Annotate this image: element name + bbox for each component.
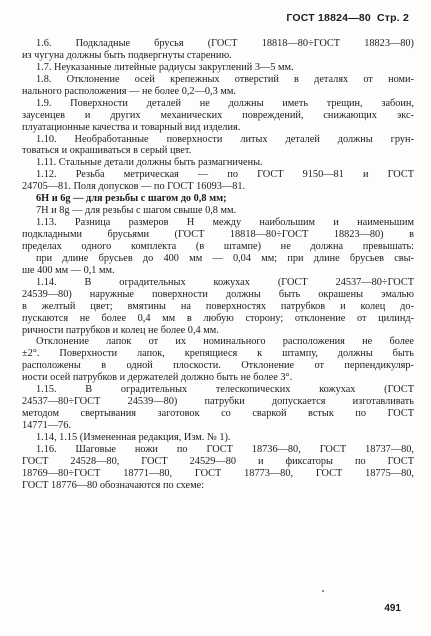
text-line: заусенцев и других механических повреждений, снижающих экс- <box>22 109 414 121</box>
text-line: ричности патрубков и колец не более 0,4 мм. <box>22 324 219 336</box>
text-line: 24705—81. Поля допусков — по ГОСТ 16093—81. <box>22 181 246 193</box>
text-line: 1.16. Шаговые ножи по ГОСТ 18736—80, ГОСТ 18737—80, <box>36 443 414 455</box>
text-line: 1.6. Подкладные брусья (ГОСТ 18818—80÷ГОСТ 18823—80) <box>36 38 414 49</box>
page-label: Стр. 2 <box>376 12 409 24</box>
text-line: 1.11. Стальные детали должны быть размагничены. <box>36 157 263 169</box>
text-line: из чугуна должны быть подвергнуты старению. <box>22 49 232 61</box>
text-line: ГОСТ 24528—80, ГОСТ 24529—80 и фиксаторы по ГОСТ <box>22 455 414 467</box>
standard-number: ГОСТ 18824—80 <box>286 12 371 24</box>
text-line: 1.13. Разница размеров H между наибольшим и наименьшим <box>36 217 414 229</box>
text-line: 1.14, 1.15 (Измененная редакция, Изм. № 1). <box>36 431 231 443</box>
text-line: 1.8. Отклонение осей крепежных отверстий в деталях от номи- <box>36 73 414 85</box>
text-line: 1.10. Необработанные поверхности литых деталей должны грун- <box>36 133 414 145</box>
text-line: 24537—80÷ГОСТ 24539—80) патрубки допускается изготавливать <box>22 396 414 408</box>
text-line: ше 400 мм — 0,1 мм. <box>22 264 115 276</box>
text-line: методом свертывания заготовок со сваркой встык по ГОСТ <box>22 408 414 420</box>
text-line: 24539—80) наружные поверхности должны быть окрашены эмалью <box>22 288 414 300</box>
text-line: Отклонение лапок от их номинального расположения не более <box>36 336 414 348</box>
text-line: нального расположения — не более 0,2—0,3 мм. <box>22 85 236 97</box>
text-line: 1.9. Поверхности деталей не должны иметь трещин, забоин, <box>36 97 414 109</box>
scan-speck <box>322 590 324 592</box>
text-line: 1.7. Неуказанные литейные радиусы закруглений 3—5 мм. <box>36 61 294 73</box>
text-line: пределах одного комплекта (в штампе) не должна превышать: <box>22 240 414 252</box>
text-line: в желтый цвет; вмятины на поверхностях патрубков и колец до- <box>22 300 414 312</box>
text-line: ГОСТ 18776—80 обозначаются по схеме: <box>22 479 205 491</box>
page-number: 491 <box>384 603 401 614</box>
text-line: 14771—76. <box>22 420 71 431</box>
text-line: при длине брусьев до 400 мм — 0,04 мм; при длине брусьев свы- <box>36 252 414 264</box>
body-text <box>22 38 414 492</box>
text-line: 6H и 6g — для резьбы с шагом до 0,8 мм; <box>36 193 227 205</box>
text-line: плуатационные качества и товарный вид изделия. <box>22 121 241 133</box>
text-line: 1.12. Резьба метрическая — по ГОСТ 9150—81 и ГОСТ <box>36 169 414 181</box>
text-line: 7H и 8g — для резьбы с шагом свыше 0,8 мм. <box>36 205 237 217</box>
text-line: ±2°. Поверхности лапок, крепящиеся к штампу, должны быть <box>22 348 414 360</box>
text-line: 1.14. В оградительных кожухах (ГОСТ 24537—80÷ГОСТ <box>36 276 414 288</box>
text-line: товаться и окрашиваться в серый цвет. <box>22 145 192 157</box>
text-line: пускаются не более 0,4 мм в любую сторону; отклонение от цилинд- <box>22 312 414 324</box>
text-line: ности осей патрубков и держателей должно быть не более 3°. <box>22 372 293 384</box>
text-line: расположены в одной плоскости. Отклонение от перпендикуляр- <box>22 360 414 372</box>
text-line: 1.15. В оградительных телескопических кожухах (ГОСТ <box>36 384 414 396</box>
running-header <box>286 12 409 24</box>
text-line: подкладными брусьями (ГОСТ 18818—80÷ГОСТ 18823—80) в <box>22 229 414 240</box>
text-line: 18769—80÷ГОСТ 18771—80, ГОСТ 18773—80, ГОСТ 18775—80, <box>22 467 414 479</box>
